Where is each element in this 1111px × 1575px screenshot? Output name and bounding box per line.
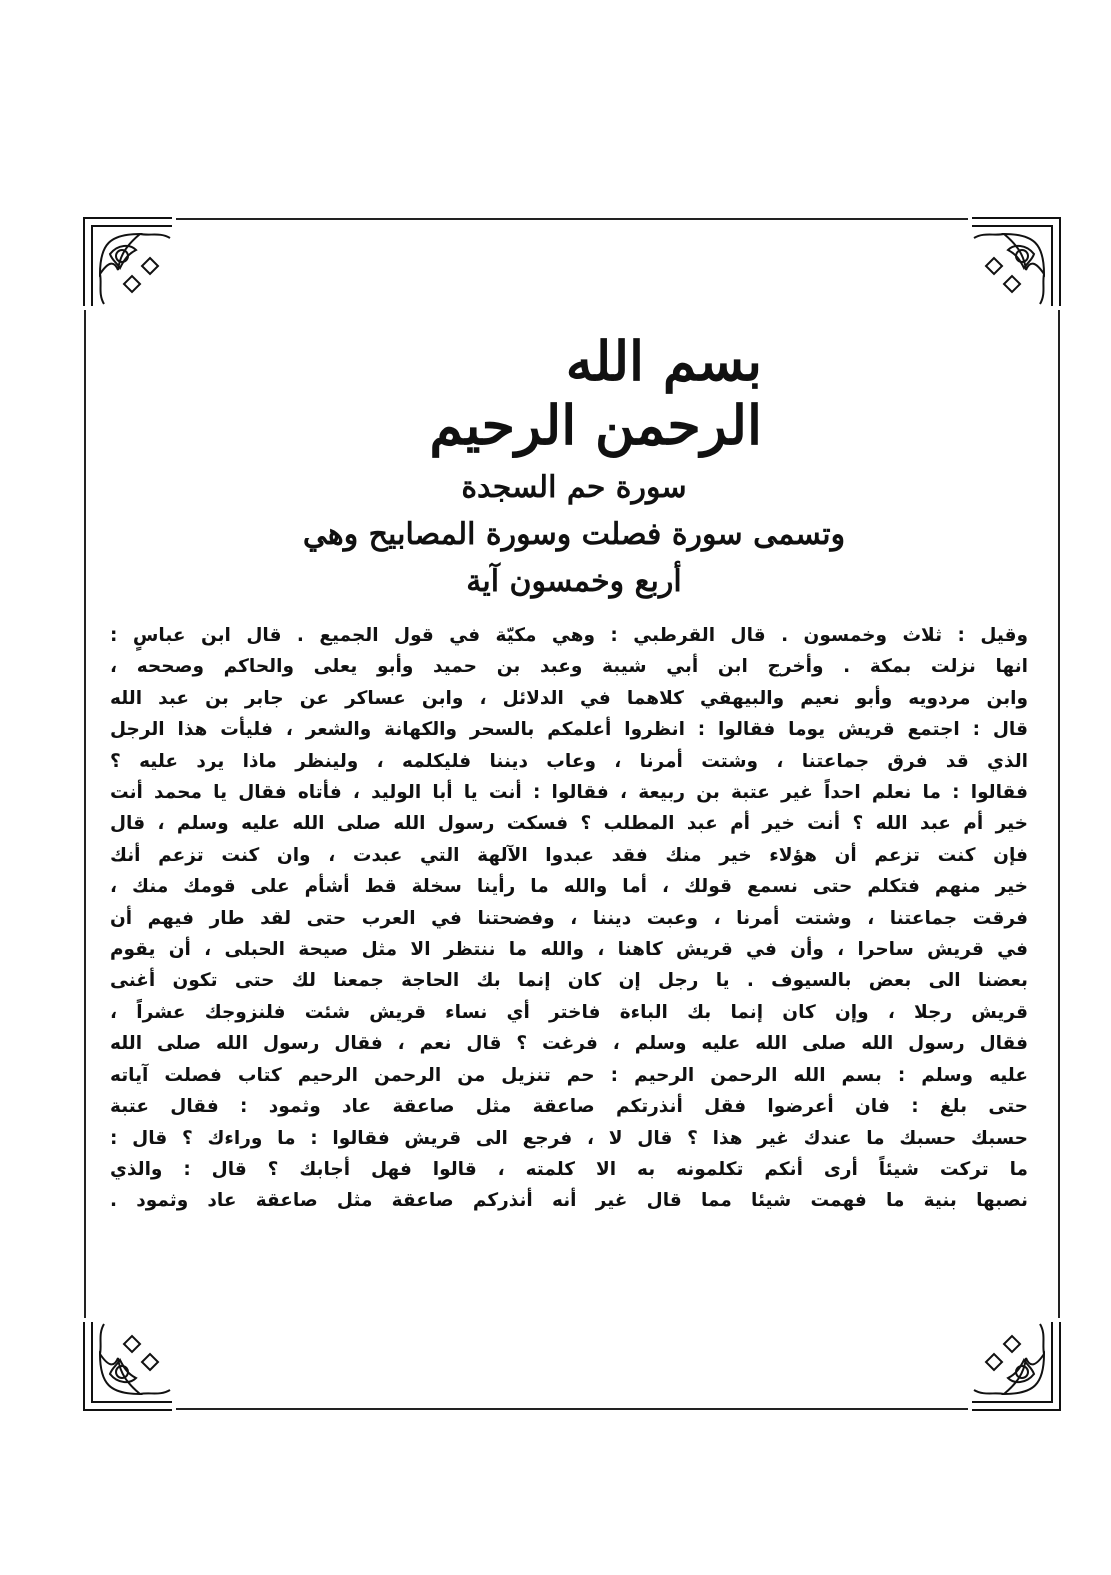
body-line: الذي قد فرق جماعتنا ، وشتت أمرنا ، وعاب ديننا فليكلمه ، ولينظر ماذا يرد عليه ؟ [110, 750, 1028, 772]
body-line: قال : اجتمع قريش يوما فقالوا : انظروا أعلمكم بالسحر والكهانة والشعر ، فليأت هذا الرجل [110, 719, 1028, 741]
body-line: بعضنا الى بعض بالسيوف . يا رجل إن كان إنما بك الحاجة جمعنا لك حتى تكون أغنى [110, 970, 1028, 992]
body-line: حسبك حسبك ما عندك غير هذا ؟ قال لا ، فرجع الى قريش فقالوا : ما وراءك ؟ قال : [110, 1127, 1028, 1149]
body-line: قريش رجلا ، وإن كان إنما بك الباءة فاختر أي نساء قريش شئت فلنزوجك عشراً ، [110, 1001, 1028, 1023]
body-line: وقيل : ثلاث وخمسون . قال القرطبي : وهي مكيّة في قول الجميع . قال ابن عباسٍ : [110, 625, 1028, 646]
body-line: عليه وسلم : بسم الله الرحمن الرحيم : حم تنزيل من الرحمن الرحيم كتاب فصلت آياته [110, 1064, 1028, 1086]
body-line: نصبها بنية ما فهمت شيئا مما قال غير أنه أنذركم صاعقة مثل صاعقة عاد وثمود . [110, 1190, 1028, 1212]
body-line: فإن كنت تزعم أن هؤلاء خير منك فقد عبدوا الآلهة التي عبدت ، وان كنت تزعم أنك [110, 844, 1028, 866]
body-line: حتى بلغ : فان أعرضوا فقل أنذرتكم صاعقة مثل صاعقة عاد وثمود : فقال عتبة [110, 1096, 1028, 1118]
body-line: فرقت جماعتنا ، وشتت أمرنا ، وعبت ديننا ، وفضحتنا في العرب حتى لقد طار فيهم أن [110, 907, 1028, 929]
surah-title-line-1: سورة حم السجدة [461, 470, 687, 505]
body-line: فقالوا : ما نعلم احداً غير عتبة بن ربيعة ، فقالوا : أنت يا أبا الوليد ، فأتاه فقال يا محمد أنت [110, 782, 1028, 804]
page-border-frame [84, 218, 1060, 1410]
arabesque-corner-ornament-bottom-right [968, 1318, 1064, 1414]
body-line: وابن مردويه وأبو نعيم والبيهقي كلاهما في الدلائل ، وابن عساكر عن جابر بن عبد الله [110, 687, 1028, 709]
body-line: فقال رسول الله صلى الله عليه وسلم ، فرغت ؟ قال نعم ، فقال رسول الله صلى الله [110, 1033, 1028, 1055]
body-line: في قريش ساحرا ، وأن في قريش كاهنا ، والله ما ننتظر الا مثل صيحة الحبلى ، أن يقوم [110, 939, 1028, 961]
body-line: انها نزلت بمكة . وأخرج ابن أبي شيبة وعبد بن حميد وأبو يعلى والحاكم وصححه ، [110, 656, 1028, 678]
arabesque-corner-ornament-bottom-left [80, 1318, 176, 1414]
arabesque-corner-ornament-top-left [80, 214, 176, 310]
body-line: ما تركت شيئاً أرى أنكم تكلمونه به الا كلمته ، قالوا فهل أجابك ؟ قال : والذي [110, 1158, 1028, 1180]
body-line: خير منهم فتكلم حتى نسمع قولك ، أما والله ما رأينا سخلة قط أشأم على قومك منك ، [110, 876, 1028, 898]
body-line: خير أم عبد الله ؟ أنت خير أم عبد المطلب ؟ فسكت رسول الله صلى الله عليه وسلم ، قال [110, 813, 1028, 835]
surah-title-block [206, 464, 942, 605]
basmala-calligraphy: بسم الله الرحمن الرحيم [429, 329, 762, 457]
tafsir-body-text [110, 620, 1028, 1217]
arabesque-corner-ornament-top-right [968, 214, 1064, 310]
surah-title-line-2: وتسمى سورة فصلت وسورة المصابيح وهي [302, 517, 846, 552]
surah-title-line-3: أربع وخمسون آية [466, 564, 682, 599]
